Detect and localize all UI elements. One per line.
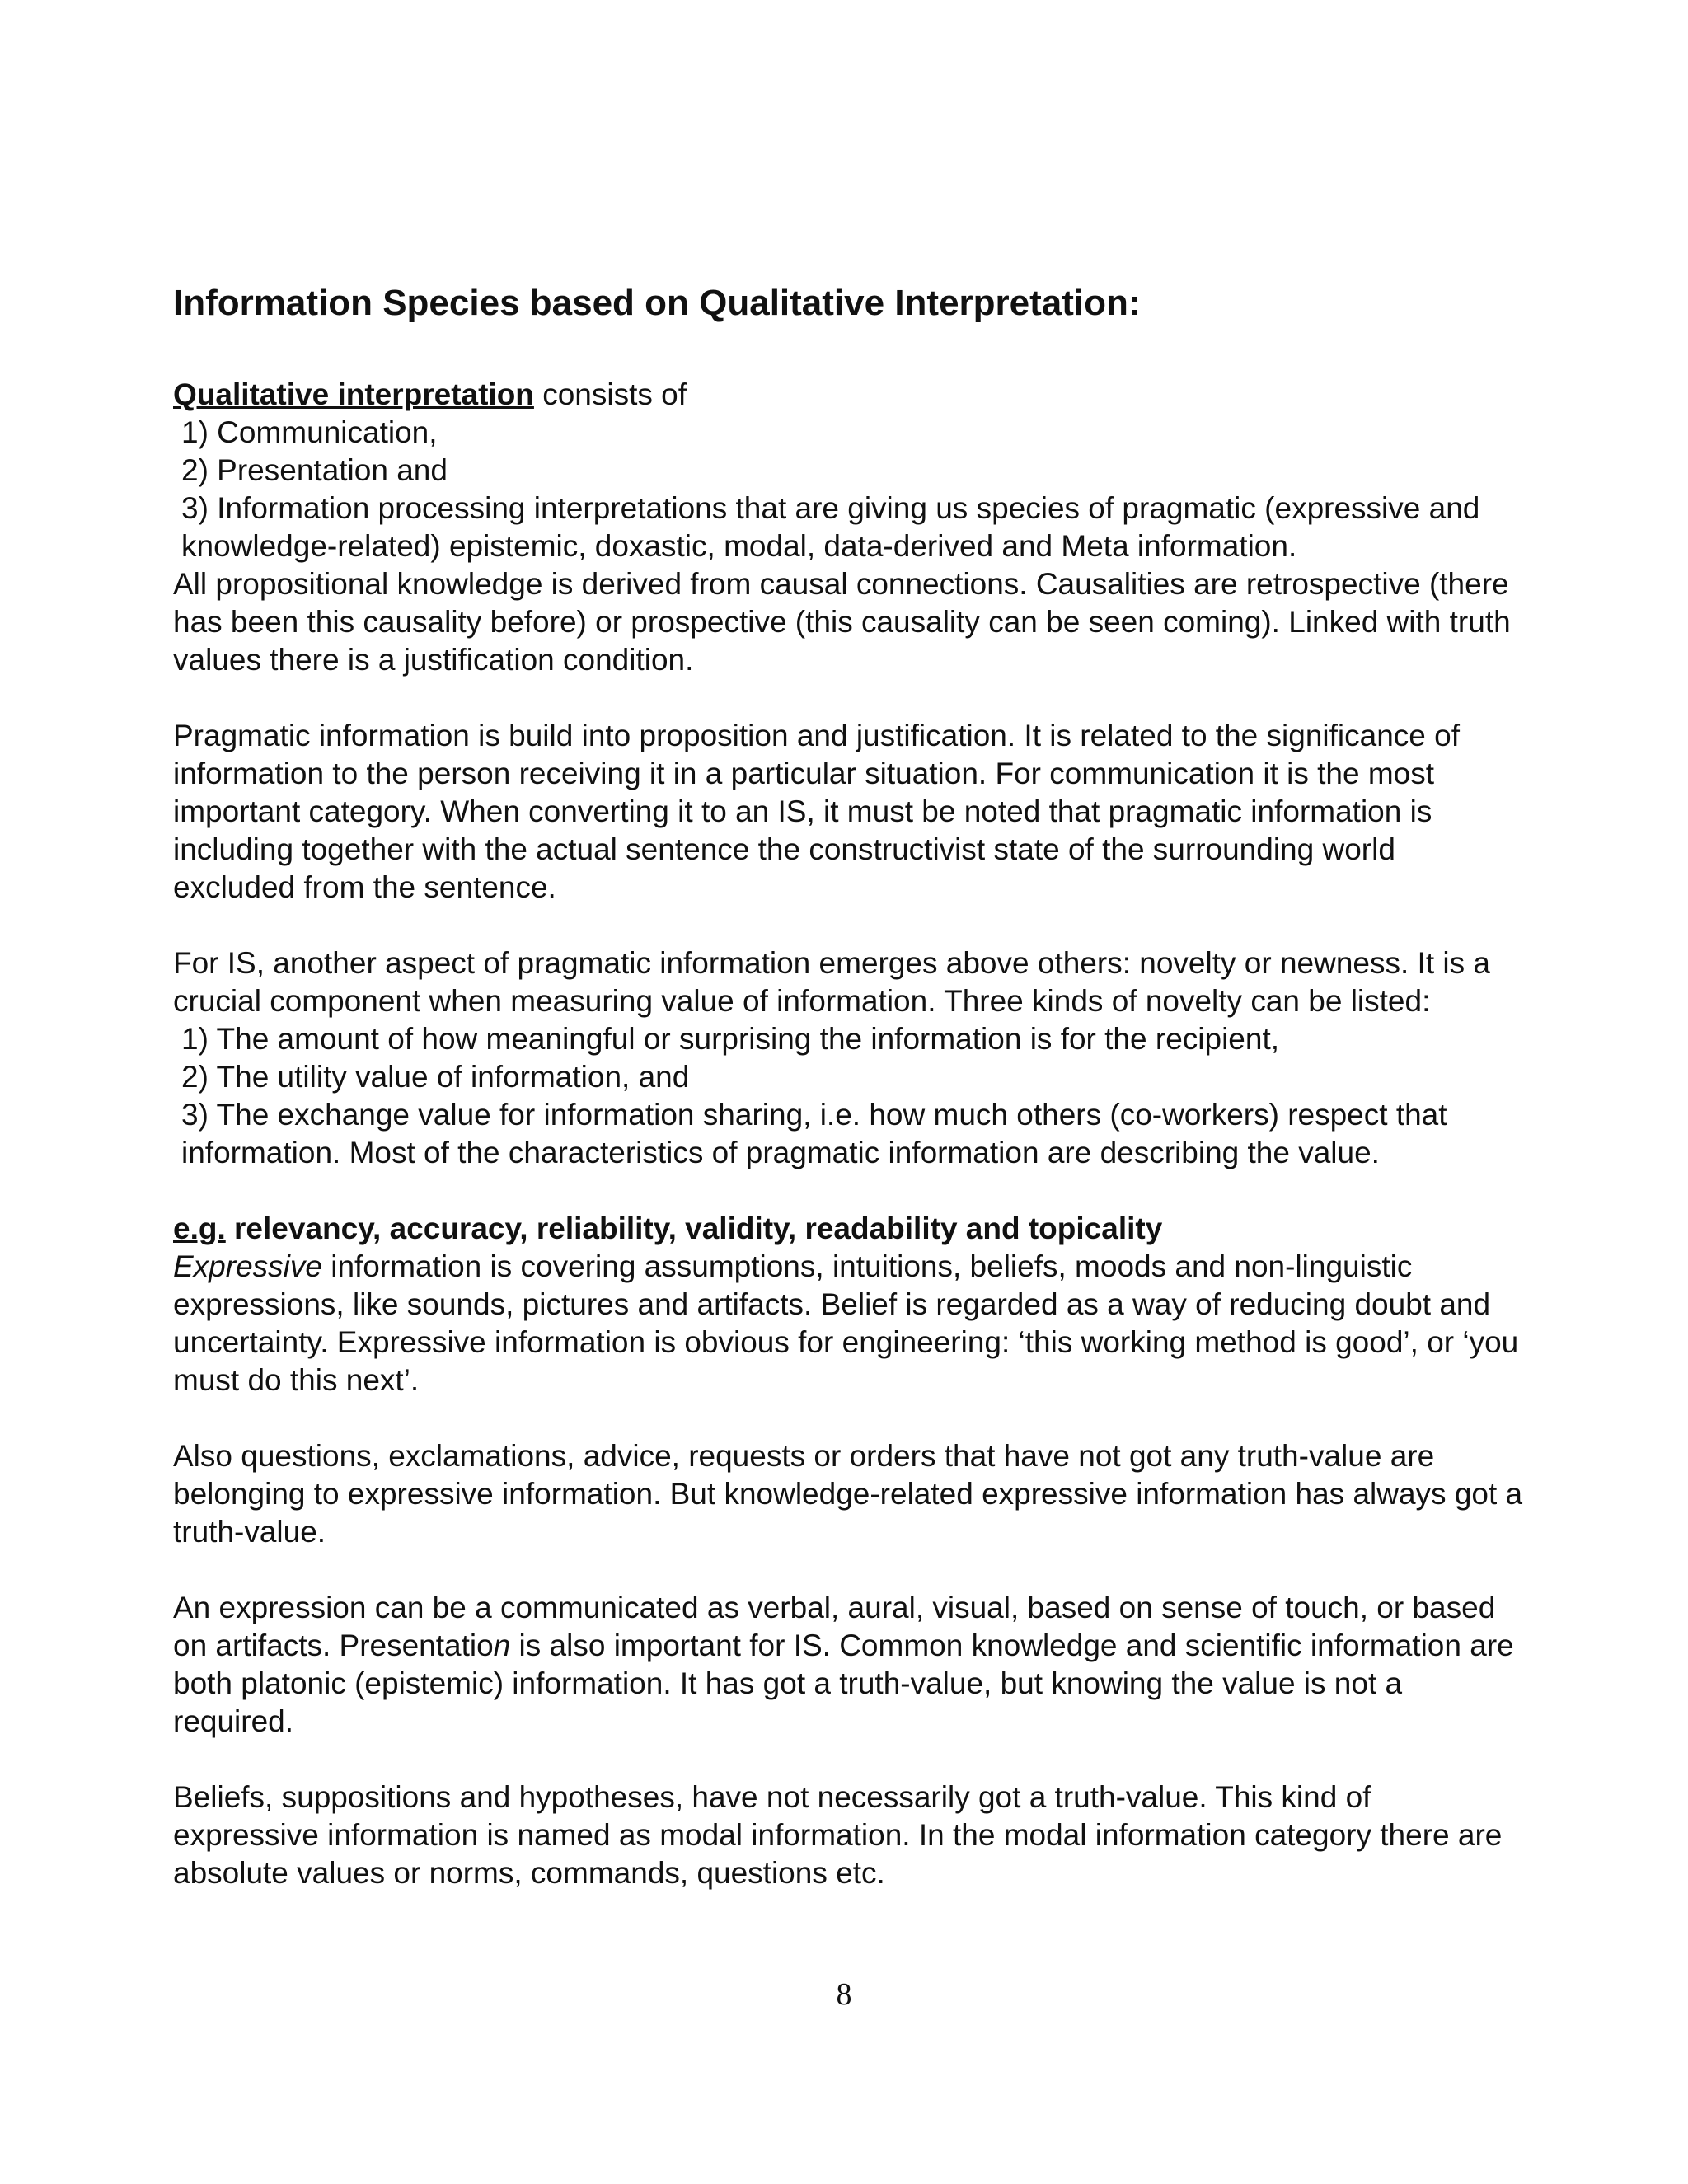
- beliefs-paragraph: Beliefs, suppositions and hypotheses, have not necessarily got a truth-value. This kind of expressive information is named as modal information. In the modal information category there are absolute values or norms, commands, questions etc.: [173, 1780, 1503, 1890]
- list2-item-3: 3) The exchange value for information sharing, i.e. how much others (co-workers) respect that information. Most of the characteristics of pragmatic information are describing the value.: [181, 1098, 1447, 1169]
- expressive-rest: information is covering assumptions, intuitions, beliefs, moods and non-linguistic expressions, like sounds, pictures and artifacts. Belief is regarded as a way of reducing doubt and uncertainty. Expressive information is obvious for engineering: ‘this working method is good’, or ‘you must do this next’.: [173, 1249, 1519, 1397]
- expressive-paragraph: [173, 1248, 1525, 1399]
- expression-italic: n: [493, 1629, 511, 1662]
- list1-item-3: 3) Information processing interpretations that are giving us species of pragmatic (expressive and knowledge-related) epistemic, doxastic, modal, data-derived and Meta information.: [181, 491, 1480, 563]
- causal-paragraph: All propositional knowledge is derived from causal connections. Causalities are retrospective (there has been this causality before) or prospective (this causality can be seen coming). Linked with truth values there is a justification condition.: [173, 567, 1511, 677]
- novelty-paragraph: For IS, another aspect of pragmatic information emerges above others: novelty or newness. It is a crucial component when measuring value of information. Three kinds of novelty can be listed:: [173, 946, 1490, 1018]
- list2-item-1: 1) The amount of how meaningful or surprising the information is for the recipient,: [181, 1022, 1279, 1056]
- expressive-term: Expressive: [173, 1249, 322, 1283]
- page-number: 8: [836, 1977, 852, 2012]
- list1-item-2: 2) Presentation and: [181, 453, 448, 487]
- list1-item-1: 1) Communication,: [181, 415, 438, 449]
- pragmatic-paragraph: Pragmatic information is build into proposition and justification. It is related to the significance of information to the person receiving it in a particular situation. For communication it is the most important category. When converting it to an IS, it must be noted that pragmatic information is including together with the actual sentence the constructivist state of the surrounding world excluded from the sentence.: [173, 719, 1460, 904]
- page-content: [173, 280, 1525, 1892]
- intro-term: Qualitative interpretation: [173, 377, 534, 411]
- example-text: relevancy, accuracy, reliability, validity, readability and topicality: [225, 1212, 1163, 1245]
- intro-line: [173, 376, 1525, 414]
- example-line: [173, 1210, 1525, 1248]
- expression-paragraph: [173, 1589, 1525, 1741]
- example-label: e.g.: [173, 1212, 226, 1245]
- questions-paragraph: Also questions, exclamations, advice, requests or orders that have not got any truth-value are belonging to expressive information. But knowledge-related expressive information has always got a truth-value.: [173, 1439, 1523, 1549]
- expression-after: is also important for IS. Common knowledge and scientific information are both platonic (epistemic) information. It has got a truth-value, but knowing the value is not a required.: [173, 1629, 1514, 1738]
- expression-before: An expression can be a communicated as verbal, aural, visual, based on sense of touch, or based on artifacts. Presentatio: [173, 1591, 1496, 1662]
- list2-item-2: 2) The utility value of information, and: [181, 1060, 690, 1094]
- section-heading: Information Species based on Qualitative Interpretation:: [173, 283, 1141, 323]
- intro-rest: consists of: [533, 377, 687, 411]
